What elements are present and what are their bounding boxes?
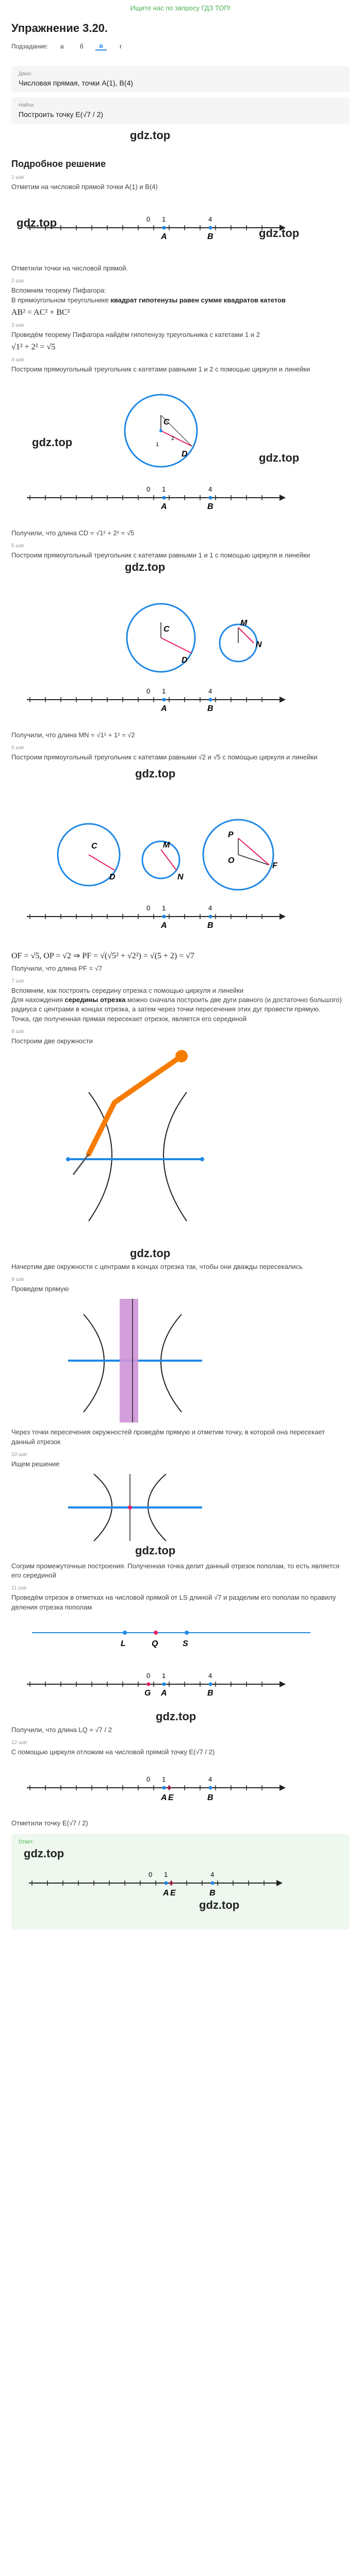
- step-7: [11, 978, 350, 1024]
- find-tag: Найти:: [19, 103, 35, 108]
- step-11: [11, 1585, 350, 1735]
- midpoint-rule: [11, 995, 350, 1014]
- len-2: 2: [171, 435, 175, 442]
- label-g: G: [144, 1688, 151, 1698]
- step-caption: Получили, что длина LQ = √7 / 2: [11, 1725, 112, 1734]
- label-b: B: [209, 1889, 216, 1898]
- step-8: [11, 1029, 350, 1272]
- tick-label-0: 0: [146, 215, 151, 224]
- lq-figure: [11, 1612, 350, 1725]
- watermark: gdz.top: [199, 1899, 240, 1912]
- step-text: Построим прямоугольный треугольник с катетами равными √2 и √5 с помощью циркуля и линейки: [11, 753, 318, 761]
- step-caption: Через точки пересечения окружностей проведём прямую и отметим точку, в которой она пересекает данный отрезок: [11, 1428, 325, 1446]
- step-text: Проведем прямую: [11, 1285, 69, 1293]
- label-p: P: [228, 830, 234, 839]
- label-b: B: [207, 502, 214, 512]
- step-caption: Отметили точки на числовой прямой.: [11, 264, 128, 273]
- tick-label-0: 0: [146, 1671, 151, 1680]
- label-a: A: [161, 921, 167, 930]
- watermark: gdz.top: [125, 560, 166, 573]
- tick-label-0: 0: [146, 485, 151, 494]
- step-caption: Получили, что длина CD = √1² + 2² = √5: [11, 529, 135, 537]
- rule-tail: можно сначала построить две дуги равного (и достаточно большого) радиуса с центрами в концах отрезка, а затем через точки пересечения этих дуг провести прямую.: [11, 996, 342, 1013]
- tick-label-0: 0: [146, 1775, 151, 1784]
- watermark: gdz.top: [130, 1247, 171, 1260]
- label-c: C: [91, 841, 97, 851]
- step-caption: Согрим промежуточные построения. Полученная точка делит данный отрезок пополам, то есть является его серединой: [11, 1562, 340, 1580]
- watermark: gdz.top: [135, 1544, 176, 1557]
- step-5-figure: [11, 561, 350, 731]
- top-link[interactable]: Ищите нас по запросу ГДЗ ТОП!: [130, 4, 231, 12]
- tick-label-0: 0: [146, 904, 151, 912]
- step-12-figure: [11, 1757, 350, 1819]
- tick-label-1: 1: [162, 904, 166, 912]
- subtask-g[interactable]: г: [120, 43, 122, 50]
- label-b: B: [207, 1688, 214, 1698]
- step-9: [11, 1277, 350, 1447]
- pythagoras-formula: AB² = AC² + BC²: [11, 308, 70, 317]
- segment-cd: [161, 431, 192, 446]
- step-tag: 8 шаг: [11, 1028, 25, 1035]
- step-5: [11, 543, 350, 739]
- step-6-figure: [11, 762, 350, 947]
- step-tag: 10 шаг: [11, 1451, 28, 1458]
- subtask-v[interactable]: в: [95, 42, 107, 50]
- step-formula: OF = √5, OP = √2 ⇒ PF = √(√5² + √2²) = √(5 + 2) = √7: [11, 951, 195, 960]
- step-9-figure: [11, 1294, 350, 1428]
- step-8-figure: [11, 1046, 350, 1262]
- compass-figure: [11, 1046, 350, 1262]
- ruler: [120, 1299, 138, 1422]
- label-b: B: [207, 232, 214, 242]
- step-10: [11, 1452, 350, 1581]
- step-caption: Получили, что длина PF = √7: [11, 964, 103, 972]
- label-b: B: [207, 1793, 214, 1803]
- compass-leg: [89, 1103, 114, 1154]
- watermark: gdz.top: [130, 129, 171, 142]
- label-e: E: [170, 1889, 176, 1898]
- label-q: Q: [152, 1639, 158, 1648]
- step-tag: 5 шаг: [11, 543, 25, 549]
- label-a: A: [161, 1793, 167, 1803]
- midpoint-figure: [11, 1469, 350, 1562]
- step-caption: Начертим две окружности с центрами в концах отрезка так, чтобы они дважды пересекались: [11, 1263, 303, 1270]
- given-text: Числовая прямая, точки A(1), B(4): [19, 79, 133, 87]
- step-caption: Точка, где полученная прямая пересекает отрезок, является его серединой: [11, 1014, 247, 1023]
- subtask-a[interactable]: а: [60, 43, 64, 50]
- subtask-selector: [11, 42, 350, 50]
- label-a: A: [161, 704, 167, 713]
- arc-right: [163, 1092, 187, 1221]
- find-text: Построить точку E(√7 / 2): [19, 110, 104, 118]
- triangle-figure: [11, 762, 350, 947]
- label-b: B: [207, 704, 214, 713]
- label-d: D: [109, 872, 116, 882]
- label-d: D: [182, 655, 188, 665]
- tick-label-1: 1: [162, 485, 166, 494]
- page-title: Упражнение 3.20.: [11, 22, 108, 35]
- answer-card: [11, 1834, 350, 1929]
- label-f: F: [272, 861, 277, 870]
- segment-pf: [238, 838, 269, 865]
- subtask-b[interactable]: б: [79, 43, 84, 50]
- point-a: [162, 226, 166, 230]
- label-s: S: [183, 1639, 188, 1648]
- step-text: Проведём отрезок в отметках на числовой прямой от LS длиной √7 и разделим его пополам по правилу деления отрезка пополам: [11, 1594, 336, 1611]
- step-1-figure: [11, 192, 350, 264]
- step-tag: 11 шаг: [11, 1585, 27, 1591]
- compass-leg: [114, 1056, 182, 1103]
- step-text: Построим прямоугольный треугольник с катетами равными 1 и 1 с помощью циркуля и линейки: [11, 551, 310, 560]
- ruler-figure: [11, 1294, 350, 1428]
- answer-figure: [19, 1847, 357, 1924]
- label-a: A: [163, 1889, 169, 1898]
- tick-label-1: 1: [162, 1671, 166, 1680]
- tick-label-4: 4: [208, 904, 212, 912]
- label-a: A: [161, 502, 167, 512]
- label-o: O: [228, 856, 235, 865]
- watermark: gdz.top: [156, 1709, 196, 1723]
- step-text: Построим две окружности: [11, 1037, 93, 1045]
- label-e: E: [168, 1793, 174, 1803]
- step-12: [11, 1740, 350, 1828]
- rule-bold: квадрат гипотенузы равен сумме квадратов катетов: [110, 296, 286, 304]
- subtask-label: Подзадание:: [11, 43, 48, 50]
- step-6: [11, 745, 350, 973]
- label-c: C: [163, 418, 170, 427]
- label-m: M: [240, 618, 248, 628]
- label-d: D: [182, 450, 188, 459]
- label-a: A: [161, 232, 167, 242]
- tick-label-4: 4: [210, 1871, 215, 1879]
- pythagoras-rule: [11, 296, 350, 305]
- step-text: Отметим на числовой прямой точки A(1) и B(4): [11, 183, 158, 191]
- label-b: B: [207, 921, 214, 930]
- given-tag: Дано:: [19, 71, 32, 77]
- tick-label-0: 0: [146, 687, 151, 695]
- rule-intro: Для нахождения: [11, 996, 63, 1004]
- watermark: gdz.top: [135, 767, 176, 780]
- label-l: L: [121, 1639, 126, 1648]
- step-tag: 2 шаг: [11, 278, 25, 284]
- step-1: [11, 175, 350, 273]
- tick-label-4: 4: [208, 1775, 212, 1784]
- watermark: gdz.top: [17, 216, 57, 230]
- tick-label-1: 1: [164, 1871, 168, 1879]
- step-3: [11, 323, 350, 352]
- step-11-figure: [11, 1612, 350, 1725]
- point-b: [209, 226, 212, 230]
- given-card: [11, 66, 350, 92]
- step-tag: 7 шаг: [11, 978, 25, 985]
- find-card: [11, 97, 350, 124]
- tick-label-1: 1: [162, 1775, 166, 1784]
- watermark: gdz.top: [24, 1847, 64, 1860]
- triangle-figure: [11, 561, 350, 731]
- watermark-row: [11, 129, 350, 144]
- step-text: Вспомним теорему Пифагора:: [11, 286, 106, 295]
- tick-label-4: 4: [208, 687, 212, 695]
- step-text: Проведём теорему Пифагора найдём гипотенузу треугольника с катетами 1 и 2: [11, 330, 260, 338]
- tick-label-0: 0: [149, 1871, 153, 1879]
- answer-tag: Ответ:: [19, 1839, 35, 1845]
- answer-number-line: [19, 1847, 342, 1924]
- rule-bold: середины отрезка: [64, 996, 126, 1004]
- step-2: [11, 278, 350, 317]
- step-tag: 12 шаг: [11, 1739, 28, 1745]
- tick-label-1: 1: [162, 687, 166, 695]
- label-m: M: [163, 840, 170, 850]
- len-1: 1: [156, 442, 159, 448]
- compass-head: [175, 1050, 188, 1062]
- tick-label-4: 4: [208, 1671, 212, 1680]
- watermark: gdz.top: [259, 451, 300, 465]
- step-tag: 4 шаг: [11, 357, 25, 363]
- page: [11, 0, 350, 1929]
- label-c: C: [163, 624, 170, 634]
- step-4-figure: [11, 374, 350, 529]
- step-tag: 9 шаг: [11, 1277, 25, 1283]
- watermark: gdz.top: [259, 227, 300, 240]
- step-tag: 1 шаг: [11, 175, 25, 180]
- tick-label-1: 1: [162, 215, 166, 224]
- step-tag: 6 шаг: [11, 744, 25, 751]
- step-text: Ищем решение: [11, 1460, 60, 1468]
- step-4: [11, 357, 350, 538]
- step-text: Построим прямоугольный треугольник с катетами равными 1 и 2 с помощью циркуля и линейки: [11, 365, 310, 373]
- step-caption: Получили, что длина MN = √1² + 1² = √2: [11, 731, 135, 739]
- step-text: С помощью циркуля отложим на числовой прямой точку E(√7 / 2): [11, 1748, 215, 1756]
- step-text: Вспомним, как построить середину отрезка с помощью циркуля и линейки: [11, 987, 244, 995]
- tick-label-4: 4: [208, 215, 212, 224]
- rule-intro: В прямоугольном треугольнике: [11, 296, 109, 304]
- watermark: gdz.top: [32, 436, 73, 449]
- label-n: N: [256, 640, 262, 649]
- detailed-solution-title: Подробное решение: [11, 159, 106, 169]
- label-n: N: [177, 872, 184, 882]
- label-a: A: [161, 1688, 167, 1698]
- step-tag: 3 шаг: [11, 322, 25, 328]
- step-10-figure: [11, 1469, 350, 1562]
- step-formula: √1² + 2² = √5: [11, 342, 56, 351]
- step-caption: Отметили точку E(√7 / 2): [11, 1819, 88, 1827]
- e-point-figure: [11, 1757, 350, 1819]
- tick-label-4: 4: [208, 485, 212, 494]
